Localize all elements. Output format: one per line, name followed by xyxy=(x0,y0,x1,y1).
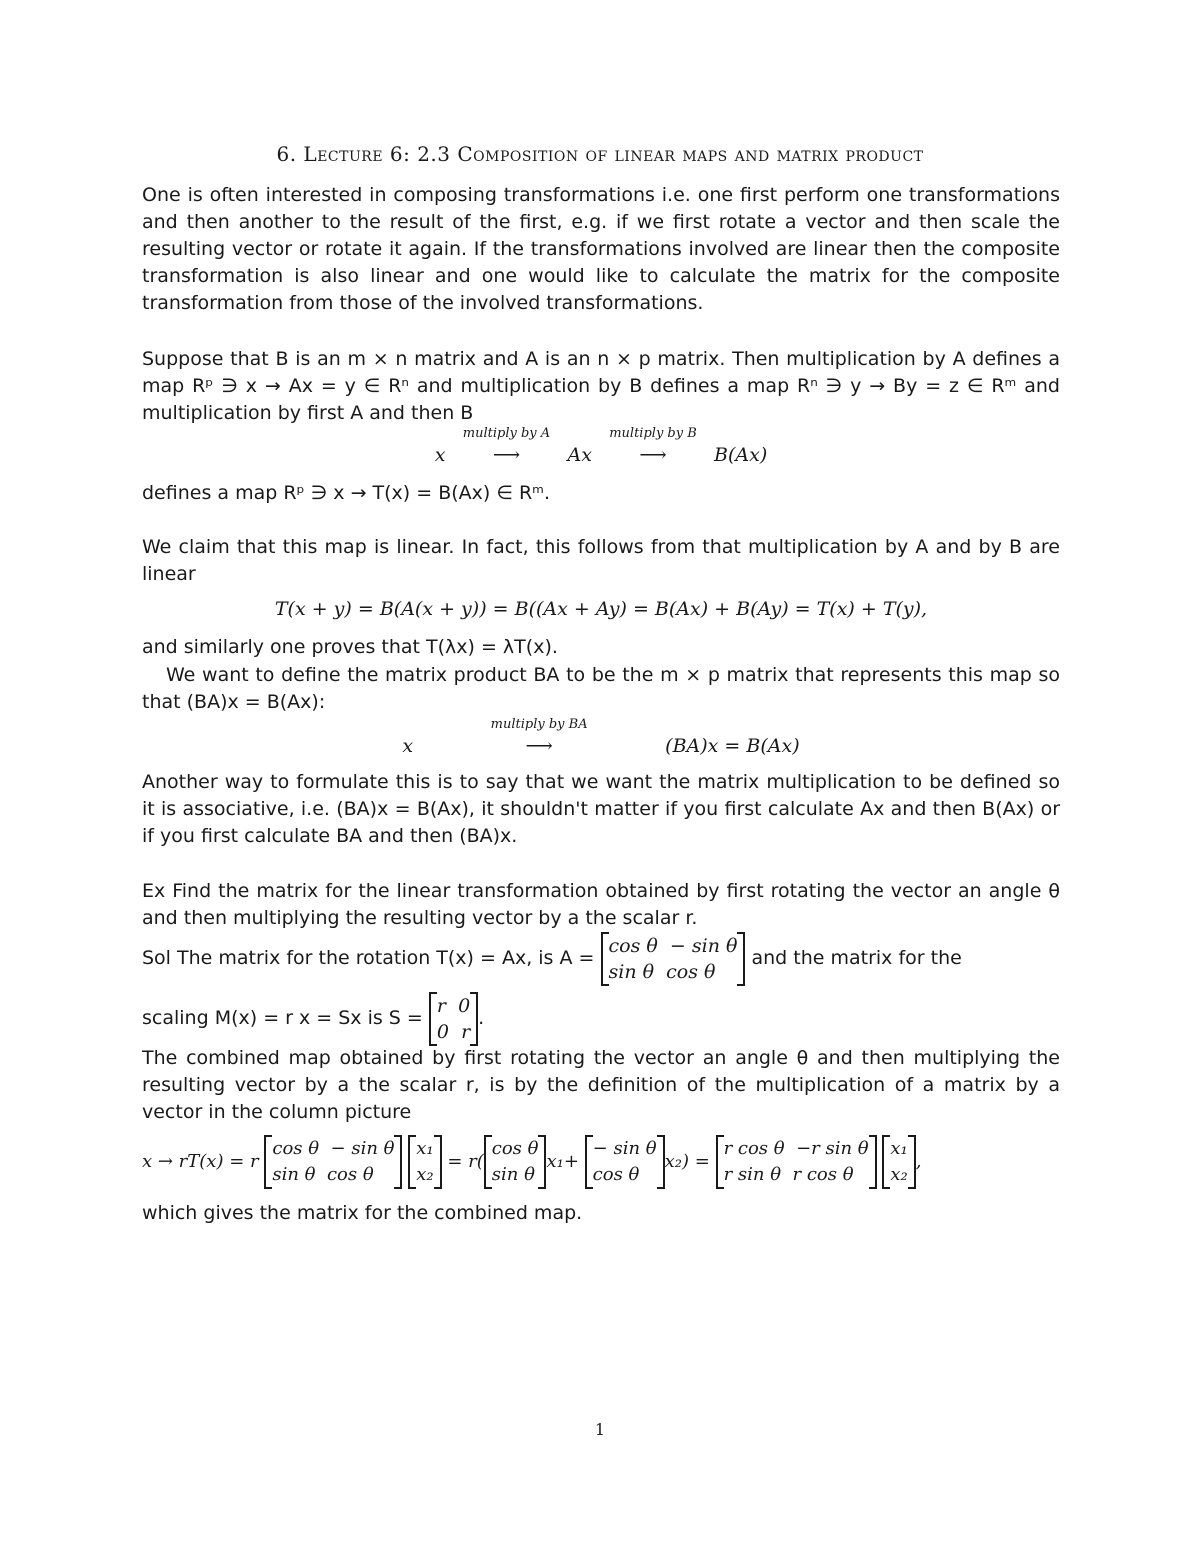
eq-ax: Ax xyxy=(567,444,592,466)
solution-line-1 xyxy=(142,928,1060,988)
vector-x-2: x₁ x₂ xyxy=(882,1135,915,1189)
paragraph-matrix-product: We want to define the matrix product BA to be the m × p matrix that represents this map so that (BA)x = B(Ax): xyxy=(142,664,1060,713)
matrix-combined: r cos θ −r sin θ r sin θ r cos θ xyxy=(716,1135,877,1189)
sol-text-b: and the matrix for the xyxy=(751,947,962,969)
eq3-rhs: (BA)x = B(Ax) xyxy=(665,735,800,757)
sol-text-c: scaling M(x) = r x = Sx is S = xyxy=(142,1007,423,1029)
paragraph-defines-map: defines a map Rᵖ ∋ x → T(x) = B(Ax) ∈ Rᵐ. xyxy=(142,482,551,504)
paragraph-combined: The combined map obtained by first rotating the vector an angle θ and then multiplying the resulting vector by a the scalar r, is by the definition of the multiplication of a matrix by a vector in the column picture xyxy=(142,1047,1060,1123)
matrix-a: cos θ − sin θ sin θ cos θ xyxy=(601,932,746,986)
equation-combined-map: x → rT(x) = r cos θ − sin θ sin θ cos θ x₁ x₂ = r( cos θ sin θ x₁+ − sin θ cos θ x₂) = r cos θ −r sin θ r sin θ r cos θ x₁ x₂ , xyxy=(142,1130,1060,1194)
paragraph-similarly: and similarly one proves that T(λx) = λT(x). xyxy=(142,636,558,658)
paragraph-example: Ex Find the matrix for the linear transformation obtained by first rotating the vector an angle θ and then multiplying the resulting vector by a the scalar r. xyxy=(142,880,1060,929)
equation-multiply-ba: x multiply by BA ⟶ (BA)x = B(Ax) xyxy=(402,717,800,757)
arrow-label-ba: multiply by BA xyxy=(490,717,588,732)
paragraph-conclusion: which gives the matrix for the combined map. xyxy=(142,1202,583,1224)
vector-x: x₁ x₂ xyxy=(408,1135,441,1189)
page-number: 1 xyxy=(594,1420,606,1439)
equation-linearity: T(x + y) = B(A(x + y)) = B((Ax + Ay) = B(Ax) + B(Ay) = T(x) + T(y), xyxy=(274,598,928,620)
matrix-s: r 0 0 r xyxy=(429,992,478,1046)
matrix-rotation: cos θ − sin θ sin θ cos θ xyxy=(264,1135,402,1189)
page-title: 6. Lecture 6: 2.3 Composition of linear maps and matrix product xyxy=(276,142,924,166)
solution-line-2: scaling M(x) = r x = Sx is S = r 0 0 r . xyxy=(142,988,1060,1048)
column-2: − sin θ cos θ xyxy=(585,1135,665,1189)
eq3-x: x xyxy=(402,735,414,757)
eq-bax: B(Ax) xyxy=(714,444,768,466)
paragraph-suppose: Suppose that B is an m × n matrix and A is an n × p matrix. Then multiplication by A defines a map Rᵖ ∋ x → Ax = y ∈ Rⁿ and multiplication by B defines a map Rⁿ ∋ y → By = z ∈ Rᵐ and multiplication by first A and then B xyxy=(142,348,1060,424)
sol-text-a: Sol The matrix for the rotation T(x) = Ax, is A = xyxy=(142,947,595,969)
eq-x: x xyxy=(434,444,446,466)
equation-composition-arrows: x multiply by A ⟶ Ax multiply by B ⟶ B(Ax) xyxy=(434,426,768,466)
arrow-label-b: multiply by B xyxy=(609,426,697,441)
arrow-label-a: multiply by A xyxy=(462,426,551,441)
column-1: cos θ sin θ xyxy=(484,1135,547,1189)
paragraph-claim: We claim that this map is linear. In fact, this follows from that multiplication by A and by B are linear xyxy=(142,536,1060,585)
paragraph-associative: Another way to formulate this is to say that we want the matrix multiplication to be defined so it is associative, i.e. (BA)x = B(Ax), it shouldn't matter if you first calculate Ax and then B(Ax) or if you first calculate BA and then (BA)x. xyxy=(142,771,1060,847)
paragraph-intro: One is often interested in composing transformations i.e. one first perform one transformations and then another to the result of the first, e.g. if we first rotate a vector and then scale the resulting vector or rotate it again. If the transformations involved are linear then the composite transformation is also linear and one would like to calculate the matrix for the composite transformation from those of the involved transformations. xyxy=(142,184,1060,314)
